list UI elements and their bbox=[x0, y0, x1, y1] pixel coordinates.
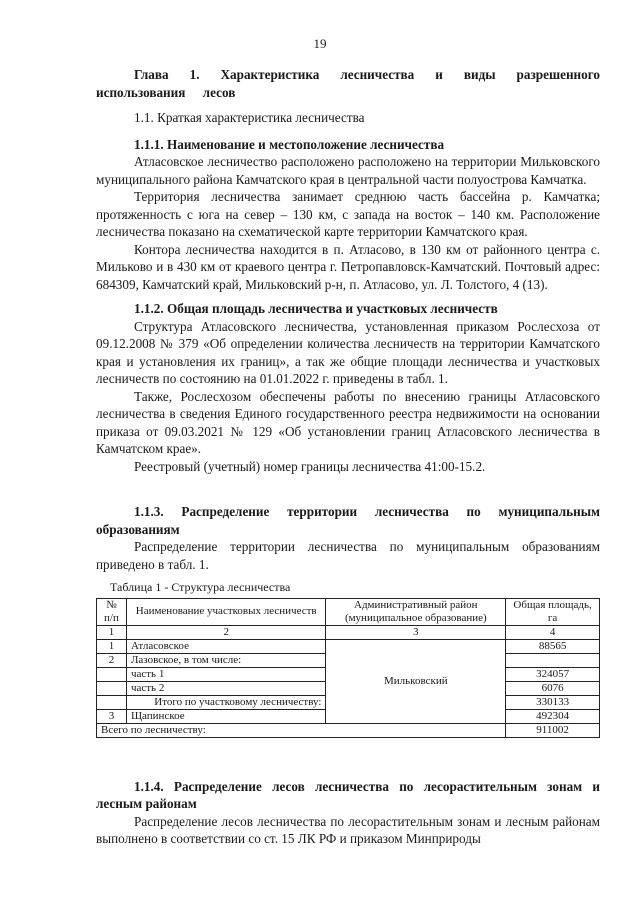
table-header-row bbox=[97, 598, 600, 625]
paragraph: Атласовское лесничество расположено расположено на территории Мильковского муниципального района Камчатского края в центральной части полуострова Камчатка. bbox=[96, 154, 600, 187]
row-area: 6076 bbox=[506, 681, 600, 695]
col-number: 4 bbox=[506, 625, 600, 639]
header-num: № п/п bbox=[97, 598, 127, 625]
row-name: Щапинское bbox=[126, 709, 326, 723]
header-district: Административный район (муниципальное образование) bbox=[326, 598, 506, 625]
section-1-1-1-title: 1.1.1. Наименование и местоположение лесничества bbox=[134, 136, 445, 152]
table-caption: Таблица 1 - Структура лесничества bbox=[110, 580, 291, 594]
row-name: часть 2 bbox=[126, 681, 326, 695]
total-area: 911002 bbox=[506, 723, 600, 737]
structure-table bbox=[96, 598, 600, 738]
paragraph: Распределение лесов лесничества по лесорастительным зонам и лесным районам выполнено в соответствии со ст. 15 ЛК РФ и приказом Минприроды bbox=[96, 813, 600, 846]
col-number: 3 bbox=[326, 625, 506, 639]
section-1-1-title: 1.1. Краткая характеристика лесничества bbox=[134, 110, 365, 125]
table-row bbox=[97, 639, 600, 653]
row-name: часть 1 bbox=[126, 667, 326, 681]
row-name: Итого по участковому лесничеству: bbox=[126, 695, 326, 709]
row-num bbox=[97, 681, 127, 695]
col-number: 2 bbox=[126, 625, 326, 639]
district-cell: Мильковский bbox=[326, 639, 506, 723]
header-name: Наименование участковых лесничеств bbox=[126, 598, 326, 625]
row-num: 3 bbox=[97, 709, 127, 723]
row-name: Лазовское, в том числе: bbox=[126, 653, 326, 667]
row-num bbox=[97, 695, 127, 709]
chapter-title: Глава 1. Характеристика лесничества и виды разрешенного использования лесов bbox=[96, 67, 600, 100]
row-num: 1 bbox=[97, 639, 127, 653]
table-colnum-row bbox=[97, 625, 600, 639]
paragraph: Также, Рослесхозом обеспечены работы по внесению границы Атласовского лесничества в сведения Единого государственного реестра недвижимости на основании приказа от 09.03.2021 № 129 «Об установлении границ Атласовского лесничества в Камчатском крае». bbox=[96, 388, 600, 456]
col-number: 1 bbox=[97, 625, 127, 639]
row-area: 330133 bbox=[506, 695, 600, 709]
row-num: 2 bbox=[97, 653, 127, 667]
page-number: 19 bbox=[313, 36, 327, 51]
row-name: Атласовское bbox=[126, 639, 326, 653]
paragraph: Структура Атласовского лесничества, установленная приказом Рослесхоза от 09.12.2008 № 379 «Об определении количества лесничеств на территории Камчатского края и установления их границ», а так же общие площади лесничества и участковых лесничеств по состоянию на 01.01.2022 г. приведены в табл. 1. bbox=[96, 318, 600, 386]
section-1-1-3-title: 1.1.3. Распределение территории лесничества по муниципальным образованиям bbox=[96, 504, 600, 537]
paragraph: Распределение территории лесничества по муниципальным образованиям приведено в табл. 1. bbox=[96, 539, 600, 572]
total-label: Всего по лесничеству: bbox=[97, 723, 506, 737]
paragraph: Территория лесничества занимает среднюю часть бассейна р. Камчатка; протяженность с юга на север – 130 км, с запада на восток – 140 км. Расположение лесничества показано на схематической карте территории Камчатского края. bbox=[96, 189, 600, 239]
row-area bbox=[506, 653, 600, 667]
row-area: 324057 bbox=[506, 667, 600, 681]
section-1-1-4-title: 1.1.4. Распределение лесов лесничества по лесорастительным зонам и лесным районам bbox=[96, 778, 600, 811]
row-area: 492304 bbox=[506, 709, 600, 723]
row-num bbox=[97, 667, 127, 681]
paragraph: Контора лесничества находится в п. Атласово, в 130 км от районного центра с. Мильково и в 430 км от краевого центра г. Петропавловск-Камчатский. Почтовый адрес: 684309, Камчатский край, Мильковский р-н, п. Атласово, ул. Л. Толстого, 4 (13). bbox=[96, 241, 600, 292]
section-1-1-2-title: 1.1.2. Общая площадь лесничества и участковых лесничеств bbox=[134, 301, 498, 316]
row-area: 88565 bbox=[506, 639, 600, 653]
paragraph: Реестровый (учетный) номер границы лесничества 41:00-15.2. bbox=[134, 458, 486, 474]
header-area: Общая площадь, га bbox=[506, 598, 600, 625]
page-content bbox=[96, 62, 600, 848]
table-total-row bbox=[97, 723, 600, 737]
